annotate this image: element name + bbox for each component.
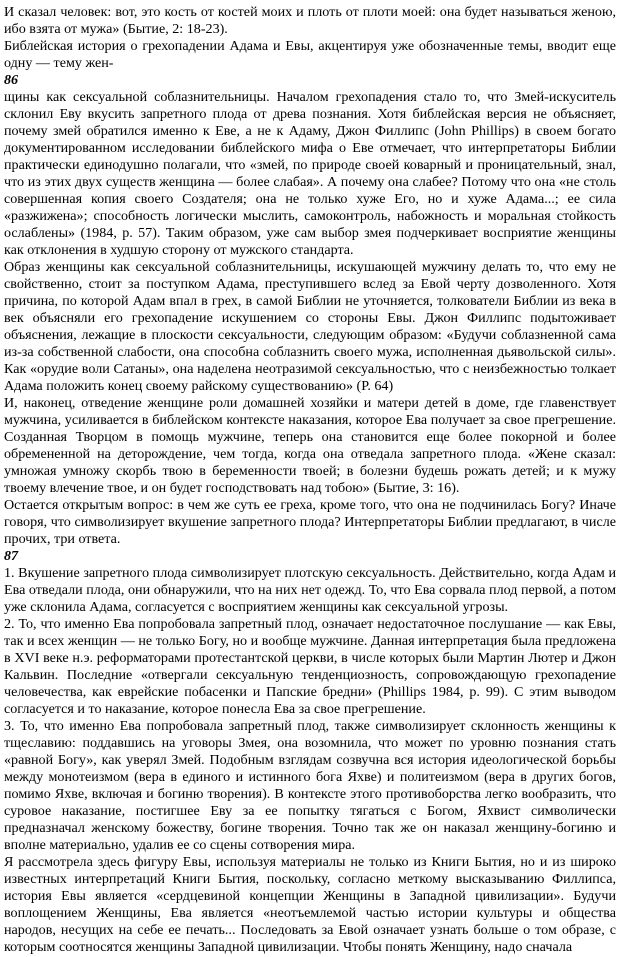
paragraph-2: Библейская история о грехопадении Адама и Евы, акцентируя уже обозначенные темы, вводит еще одну — тему жен- xyxy=(4,38,616,71)
paragraph-6: Остается открытым вопрос: в чем же суть ее греха, кроме того, что она не подчинилась Богу? Иначе говоря, что символизирует вкушение запретного плода? Интерпретаторы Библии предлагают, в числе прочих, три ответа. xyxy=(4,497,616,547)
page-number-86: 86 xyxy=(4,72,19,88)
paragraph-1: И сказал человек: вот, это кость от костей моих и плоть от плоти моей: она будет называться женою, ибо взята от мужа» (Бытие, 2: 18-23). xyxy=(4,4,616,37)
paragraph-4: Образ женщины как сексуальной соблазнительницы, искушающей мужчину делать то, что ему не свойственно, стоит за поступком Адама, преступившего вслед за Евой черту дозволенного. Хотя причина, по которой Адам впал в грех, в самой Библии не уточняется, толкователи Библии из века в век объясняли его грехопадение искушением со стороны Евы. Джон Филлипс подытоживает объяснения, лежащие в плоскости сексуальности, следующим образом: «Будучи соблазненной сама из-за собственной слабости, она способна соблазнить своего мужа, исполненная дьявольской силы». Как «орудие воли Сатаны», она наделена неотразимой сексуальностью, что с неизбежностью толкает Адама положить конец своему райскому существованию» (Р. 64) xyxy=(4,259,616,394)
paragraph-8: 2. То, что именно Ева попробовала запретный плод, означает недостаточное послушание — как Евы, так и всех женщин — не только Богу, но и вообще мужчине. Данная интерпретация была предложена в XVI веке н.э. реформаторами протестантской церкви, в числе которых были Мартин Лютер и Джон Кальвин. Последние «отвергали сексуальную тенденциозность, сопровождающую грехопадение человечества, как еврейские побасенки и Папские бредни» (Phillips 1984, р. 99). С этим выводом согласуется и то наказание, которое понесла Ева за свое прегрешение. xyxy=(4,616,616,717)
paragraph-10: Я рассмотрела здесь фигуру Евы, используя материалы не только из Книги Бытия, но и из широко известных интерпретаций Книги Бытия, поскольку, согласно меткому высказыванию Филлипса, история Евы является «сердцевиной концепции Женщины в Западной цивилизации». Будучи воплощением Женщины, Ева является «неотъемлемой частью истории культуры и общества народов, несущих на себе ее печать... Последовать за Евой означает узнать больше о том образе, с которым соотносятся женщины Западной цивилизации. Чтобы понять Женщину, надо сначала xyxy=(4,854,616,955)
page-number-87: 87 xyxy=(4,548,19,564)
paragraph-5: И, наконец, отведение женщине роли домашней хозяйки и матери детей в доме, где главенствует мужчина, усиливается в библейском контексте наказания, которое Ева получает за свое прегрешение. Созданная Творцом в помощь мужчине, теперь она становится еще более покорной и более обремененной на деторождение, чем тогда, когда она отведала запретного плода. «Жене сказал: умножая умножу скорбь твою в беременности твоей; в болезни будешь рожать детей; и к мужу твоему влечение твое, и он будет господствовать над тобою» (Бытие, 3: 16). xyxy=(4,395,616,496)
paragraph-3: щины как сексуальной соблазнительницы. Началом грехопадения стало то, что Змей-искуситель склонил Еву вкусить запретного плода от древа познания. Хотя библейская версия не объясняет, почему змей обратился именно к Еве, а не к Адаму, Джон Филлипс (John Phillips) в своем богато документированном исследовании библейского мифа о Еве отмечает, что интерпретаторы Библии практически единодушно полагали, что «змей, по природе своей коварный и проницательный, знал, что из этих двух существ женщина — более слабая». А почему она слабее? Потому что она «не столь совершенная копия своего Создателя; она не только хуже Его, но и хуже Адама...; ее сила «разжижена»; способность логически мыслить, самоконтроль, набожность и моральная стойкость ослаблены» (1984, р. 57). Таким образом, уже сам выбор змея подчеркивает восприятие женщины как отклонения в худшую сторону от мужского стандарта. xyxy=(4,89,616,258)
paragraph-7: 1. Вкушение запретного плода символизирует плотскую сексуальность. Действительно, когда Адам и Ева отведали плода, они обнаружили, что на них нет одежд. То, что Ева сорвала плод первой, а потом уже склонила Адама, согласуется с восприятием женщины как сексуальной угрозы. xyxy=(4,565,616,615)
paragraph-9: 3. То, что именно Ева попробовала запретный плод, также символизирует склонность женщины к тщеславию: поддавшись на уговоры Змея, она возомнила, что может по уровню познания стать «равной Богу», как уверял Змей. Подобным взглядам созвучна вся история идеологической борьбы между монотеизмом (вера в единого и истинного бога Яхве) и политеизмом (вера в других богов, помимо Яхве, включая и богиню творения). В контексте этого противоборства легко вообразить, что суровое наказание, постигшее Еву за ее попытку тягаться с Богом, Яхвист символически предназначал женскому божеству, богине творения. Точно так же он наказал женщину-богиню и вполне материально, удалив ее со сцены сотворения мира. xyxy=(4,718,616,853)
